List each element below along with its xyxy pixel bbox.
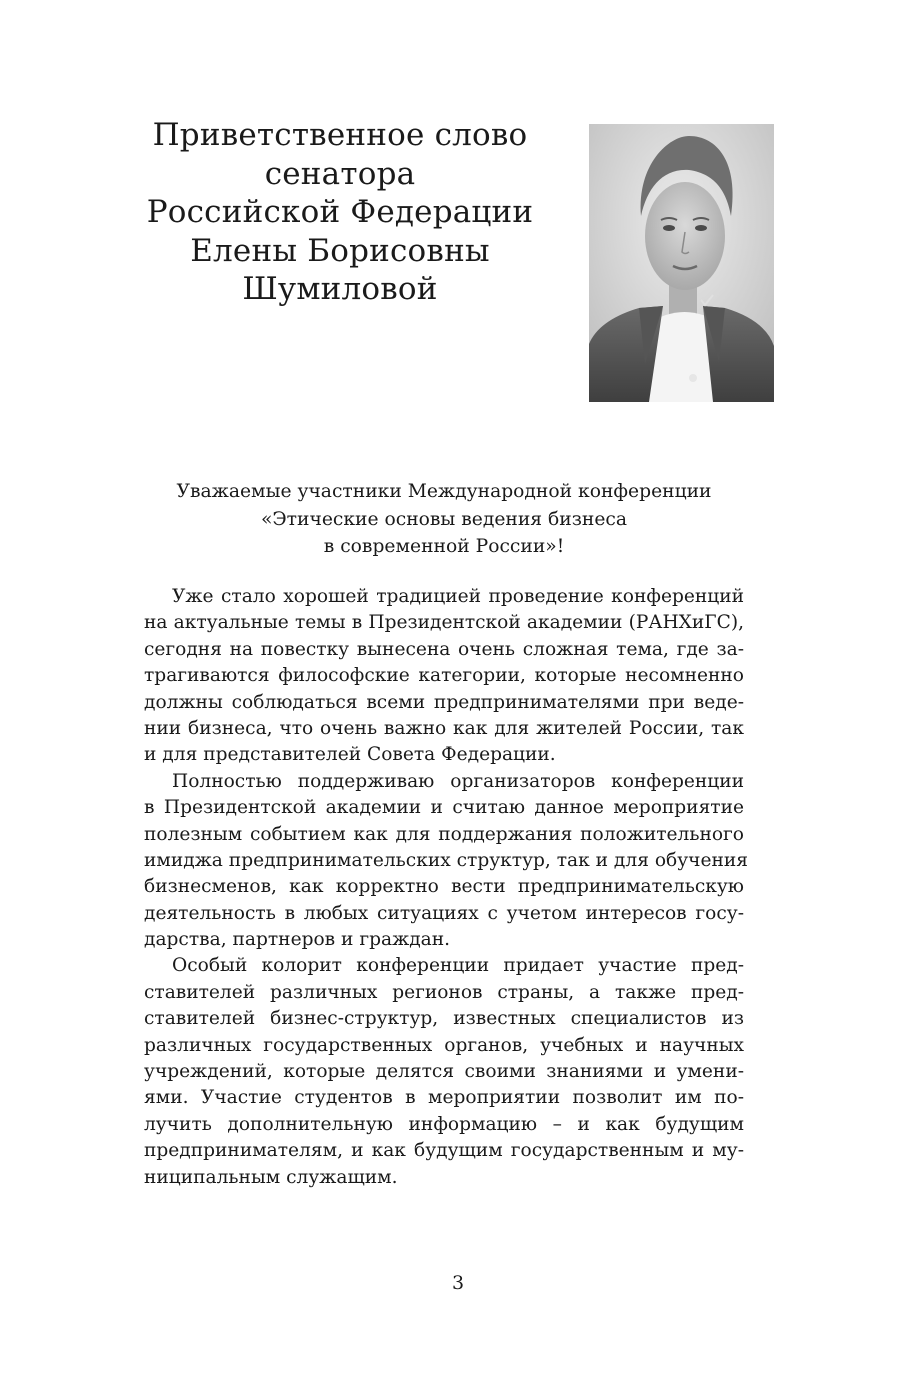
text-line: ниципальным служащим. <box>144 1166 398 1188</box>
title-line: Российской Федерации <box>146 194 534 230</box>
text-line: Полностью поддерживаю организаторов конференции <box>172 770 744 792</box>
text-line: лучить дополнительную информацию – и как будущим <box>144 1113 744 1135</box>
letter-body <box>144 584 748 1191</box>
text-line: ставителей бизнес-структур, известных специалистов из <box>144 1008 744 1030</box>
text-line: ями. Участие студентов в мероприятии позволит им по- <box>144 1087 744 1109</box>
text-line: Особый колорит конференции придает участие пред- <box>172 955 744 977</box>
text-line: и для представителей Совета Федерации. <box>144 744 556 766</box>
title-line: Шумиловой <box>242 271 438 307</box>
greeting-line: в современной России»! <box>323 536 565 557</box>
paragraph <box>144 584 744 769</box>
text-line: бизнесменов, как корректно вести предпринимательскую <box>144 876 744 898</box>
title-line: Елены Борисовны <box>190 232 490 269</box>
page-number: 3 <box>451 1272 465 1294</box>
text-line: Уже стало хорошей традицией проведение конференций <box>172 586 744 607</box>
senator-portrait-photo <box>589 124 774 402</box>
text-line: на актуальные темы в Президентской академии (РАНХиГС), <box>144 612 744 634</box>
text-line: дарства, партнеров и граждан. <box>144 929 451 951</box>
title-line: Приветственное слово <box>152 117 528 153</box>
text-line: учреждений, которые делятся своими знаниями и умени- <box>144 1061 744 1083</box>
text-line: должны соблюдаться всеми предпринимателями при веде- <box>144 691 744 713</box>
portrait-illustration <box>589 124 774 402</box>
page-title <box>120 116 560 309</box>
text-line: полезным событием как для поддержания положительного <box>144 823 744 845</box>
text-line: имиджа предпринимательских структур, так и для обучения <box>144 849 748 871</box>
text-line: ставителей различных регионов страны, а также пред- <box>144 981 744 1003</box>
greeting-salutation <box>144 478 744 561</box>
text-line: в Президентской академии и считаю данное мероприятие <box>144 797 744 819</box>
text-line: различных государственных органов, учебных и научных <box>144 1034 744 1056</box>
text-line: деятельность в любых ситуациях с учетом интересов госу- <box>144 902 744 924</box>
greeting-line: Уважаемые участники Международной конференции <box>176 481 712 502</box>
text-line: предпринимателям, и как будущим государственным и му- <box>144 1140 744 1162</box>
paragraph <box>144 953 744 1191</box>
title-line: сенатора <box>264 155 416 192</box>
greeting-line: «Этические основы ведения бизнеса <box>260 508 628 530</box>
text-line: сегодня на повестку вынесена очень сложная тема, где за- <box>144 638 744 660</box>
text-line: нии бизнеса, что очень важно как для жителей России, так <box>144 717 744 739</box>
text-line: трагиваются философские категории, которые несомненно <box>144 665 744 687</box>
paragraph <box>144 769 748 954</box>
